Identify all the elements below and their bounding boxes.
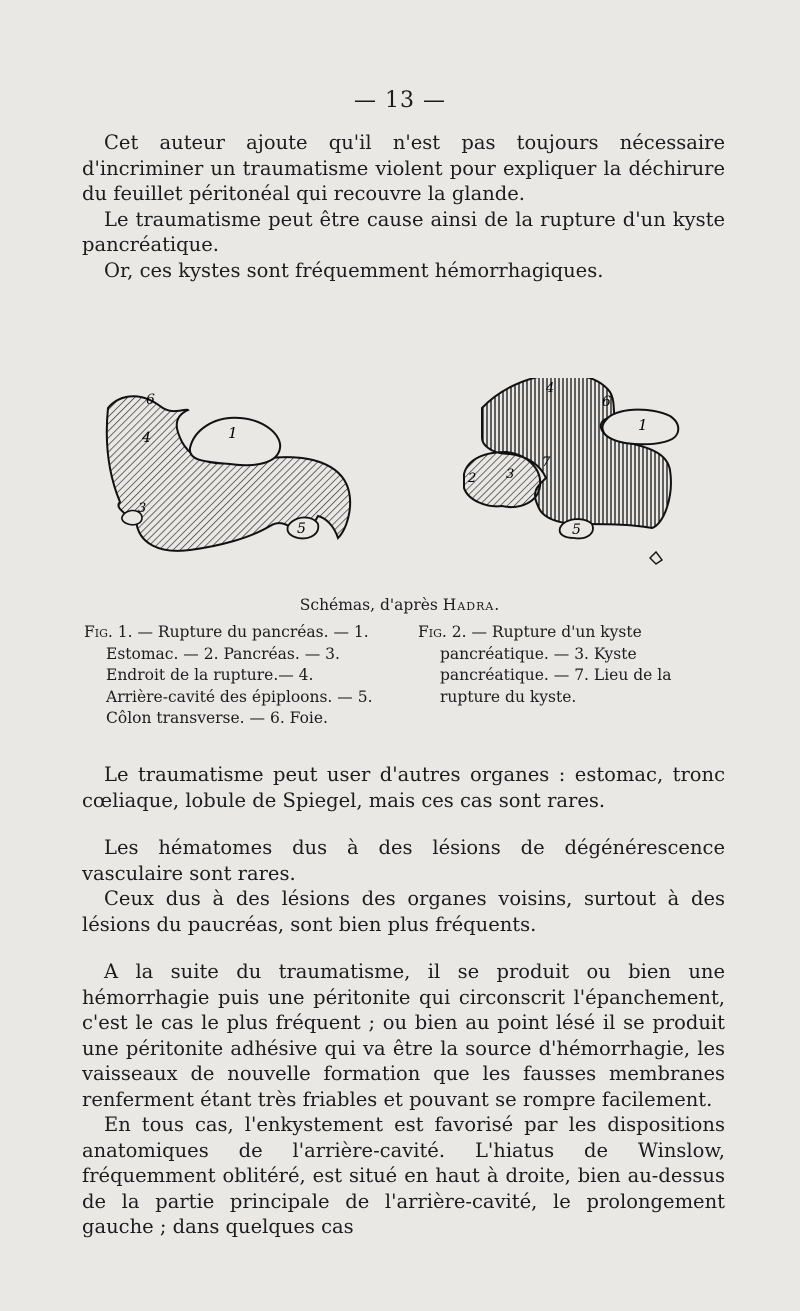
label-3: 3 <box>138 501 147 516</box>
legend-figure-1 <box>84 622 380 730</box>
caption-author: Hadra. <box>442 596 501 614</box>
legend-text: — Rupture d'un kyste pancréatique. — 3. Kyste pancréatique. — 7. Lieu de la rupture du kyste. <box>440 623 672 706</box>
paragraph: Le traumatisme peut être cause ainsi de la rupture d'un kyste pancréatique. <box>82 207 725 256</box>
paragraph: En tous cas, l'enkystement est favorisé par les dispositions anatomiques de l'arrière-cavité. L'hiatus de Winslow, fréquemment oblitéré, est situé en haut à droite, bien au-dessus de la partie principale de l'arrière-cavité, le prolongement gauche ; dans quelques cas <box>82 1113 725 1238</box>
figure-2-drawing <box>464 378 678 564</box>
schema-drawings <box>90 378 710 568</box>
label-3: 3 <box>506 467 515 482</box>
schema-caption <box>0 596 800 614</box>
legend-figure-2 <box>418 622 728 708</box>
legend-text: — Rupture du pancréas. — 1. Estomac. — 2. Pancréas. — 3. Endroit de la rupture.— 4. Arrière-cavité des épiploons. — 5. Côlon transverse. — 6. Foie. <box>106 623 373 727</box>
label-4: 4 <box>546 381 555 396</box>
schema-figures <box>90 378 710 568</box>
paragraph: Ceux dus à des lésions des organes voisins, surtout à des lésions du paucréas, sont bien plus fréquents. <box>82 887 725 936</box>
body-text <box>82 762 725 1240</box>
label-1: 1 <box>638 416 648 434</box>
paragraph: Cet auteur ajoute qu'il n'est pas toujours nécessaire d'incriminer un traumatisme violent pour expliquer la déchirure du feuillet péritonéal qui recouvre la glande. <box>82 131 725 205</box>
engraver-mark <box>650 552 662 564</box>
paragraph: Les hématomes dus à des lésions de dégénérescence vasculaire sont rares. <box>82 836 725 885</box>
intro-text <box>82 130 725 283</box>
page-number: — 13 — <box>354 88 446 113</box>
legend-label: Fig. 2. <box>418 623 467 641</box>
figure-1-drawing <box>107 392 350 551</box>
label-6: 6 <box>602 394 611 410</box>
label-7: 7 <box>542 455 551 470</box>
paragraph: Or, ces kystes sont fréquemment hémorrhagiques. <box>104 258 604 282</box>
label-1: 1 <box>228 424 238 442</box>
paragraph: A la suite du traumatisme, il se produit ou bien une hémorrhagie puis une péritonite qui circonscrit l'épanchement, c'est le cas le plus fréquent ; ou bien au point lésé il se produit une péritonite adhésive qui va être la source d'hémorrhagie, les vaisseaux de nouvelle formation que les fausses membranes renferment étant très friables et pouvant se rompre facilement. <box>82 960 725 1111</box>
label-5: 5 <box>572 522 581 538</box>
label-2: 2 <box>468 471 477 486</box>
label-4: 4 <box>142 430 151 446</box>
legend-label: Fig. 1. <box>84 623 133 641</box>
paragraph: Le traumatisme peut user d'autres organes : estomac, tronc cœliaque, lobule de Spiegel, mais ces cas sont rares. <box>82 763 725 812</box>
label-6: 6 <box>146 392 155 408</box>
label-5: 5 <box>297 521 306 537</box>
caption-text: Schémas, d'après <box>299 596 438 614</box>
